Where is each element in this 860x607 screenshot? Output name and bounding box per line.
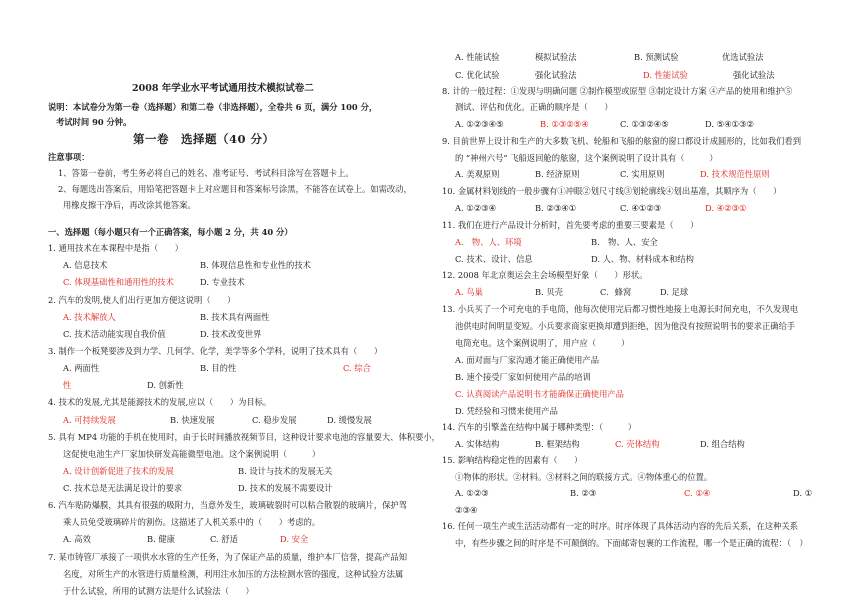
question-15-option-d-part1: D. ① <box>793 488 813 498</box>
question-8-option-b: B. ①③②⑤④ <box>540 119 589 129</box>
notice-item-2-line2: 用橡皮擦干净后，再改涂其他答案。 <box>63 200 196 210</box>
question-9-option-a: A. 美观原则 <box>455 169 500 179</box>
question-15-subtext: ①物体的形状。②材料。③材料之间的联接方式。④物体重心的位置。 <box>455 472 713 482</box>
question-13-stem-line1: 13. 小兵买了一个可充电的手电筒，他每次使用完后都习惯性地接上电源长时间充电，不久发现电 <box>442 304 799 314</box>
question-5-option-a: A. 设计创新促进了技术的发展 <box>63 466 174 476</box>
question-11-option-d: D. 人、物、材料成本和结构 <box>591 254 694 264</box>
question-14-option-a: A. 实体结构 <box>455 439 500 449</box>
question-14-option-b: B. 框架结构 <box>535 439 580 449</box>
question-13-option-c: C. 认真阅读产品说明书才能确保正确使用产品 <box>455 389 624 399</box>
question-7-stem-line2: 名度，对所生产的水管进行质量检测，利用注水加压的方法检测水管的强度，这种试验方法属 <box>63 569 404 579</box>
question-4-option-c: C. 稳步发展 <box>252 415 297 425</box>
question-5-option-b: B. 设计与技术的发展无关 <box>238 466 333 476</box>
question-11-stem: 11. 我们在进行产品设计分析时，首先要考虑的重要三要素是（ ） <box>442 220 699 230</box>
question-2-option-a: A. 技术解放人 <box>63 312 116 322</box>
question-8-stem-line1: 8. 计的一般过程：①发现与明确问题 ②制作模型或原型 ③制定设计方案 ④产品的使用和维护⑤ <box>442 86 793 96</box>
question-11-option-b: B. 物、人、安全 <box>591 237 658 247</box>
question-8-stem-line2: 测试、评估和优化。正确的顺序是（ ） <box>455 102 613 112</box>
question-1-option-b: B. 体现信息性和专业性的技术 <box>200 260 311 270</box>
question-4-stem: 4. 技术的发展,尤其是能源技术的发展,应以（ ）为目标。 <box>48 397 272 407</box>
question-9-option-d: D. 技术规范性原则 <box>700 169 770 179</box>
volume-title: 第一卷 选择题（40 分） <box>133 132 275 146</box>
question-13-stem-line3: 电筒充电。这个案例说明了，用户应（ ） <box>455 338 630 348</box>
question-10-option-d: D. ④②③① <box>705 203 747 213</box>
question-14-option-d: D. 组合结构 <box>700 439 745 449</box>
question-12-option-b: B. 贝壳 <box>535 287 563 297</box>
question-11-option-a: A. 物、人、环境 <box>455 237 522 247</box>
question-3-stem: 3. 制作一个板凳要涉及到力学、几何学、化学，美学等多个学科，说明了技术具有（ ） <box>48 346 383 356</box>
question-1-option-d: D. 专业技术 <box>200 277 245 287</box>
question-7-option-d: D. 性能试验 <box>643 70 688 80</box>
question-15-stem: 15. 影响结构稳定性的因素有（ ） <box>442 455 583 465</box>
question-7-option-c-method: 强化试验法 <box>535 70 577 80</box>
question-3-option-a: A. 两面性 <box>63 363 100 373</box>
question-4-option-d: D. 缓慢发展 <box>327 415 372 425</box>
question-13-stem-line2: 池供电时间明显变短。小兵要求商家更换却遭到拒绝，因为他没有按照说明书的要求正确给手 <box>455 321 796 331</box>
question-3-option-d: D. 创新性 <box>147 380 184 390</box>
question-7-option-d-method: 强化试验法 <box>733 70 775 80</box>
question-1-stem: 1. 通用技术在本课程中是指（ ） <box>48 243 184 253</box>
notice-item-1: 1、答第一卷前，考生务必将自己的姓名、准考证号、考试科目涂写在答题卡上。 <box>58 168 354 178</box>
question-4-option-a: A. 可持续发展 <box>63 415 116 425</box>
question-2-option-c: C. 技术活动能实现自我价值 <box>63 329 166 339</box>
question-11-option-c: C. 技术、设计、信息 <box>455 254 533 264</box>
question-7-option-a-method: 模拟试验法 <box>535 52 577 62</box>
question-15-option-a: A. ①②③ <box>455 488 489 498</box>
question-10-option-b: B. ②③④① <box>535 203 577 213</box>
question-4-option-b: B. 快速发展 <box>170 415 215 425</box>
question-6-stem-line2: 乘人员免受玻璃碎片的割伤。这描述了人机关系中的（ ）考虑的。 <box>63 517 321 527</box>
question-10-stem: 10. 金属材料划线的一般步骤有①冲眼②划尺寸线③划轮廓线④划出基准，其顺序为（ ） <box>442 186 782 196</box>
question-9-option-b: B. 经济原则 <box>535 169 580 179</box>
question-7-option-b-method: 优选试验法 <box>722 52 764 62</box>
question-15-option-d-part2: ②③④ <box>455 505 478 515</box>
question-12-stem: 12. 2008 年北京奥运会主会场模型好象（ ）形状。 <box>442 270 648 280</box>
question-7-option-b: B. 预测试验 <box>634 52 679 62</box>
question-12-option-d: D. 足球 <box>660 287 689 297</box>
question-14-stem: 14. 汽车的引擎盖在结构中属于哪种类型：（ ） <box>442 422 637 432</box>
question-15-option-c: C. ①④ <box>684 488 711 498</box>
question-7-stem-line1: 7. 某市铸管厂承接了一项供水水管的生产任务，为了保证产品的质量，维护本厂信誉，提高产品知 <box>48 552 408 562</box>
question-16-stem-line2: 中，有些步骤之间的时序是不可颠倒的。下面邮寄包裹的工作流程，哪一个是正确的流程：（ ） <box>455 538 808 548</box>
exam-note-line2: 考试时间 90 分钟。 <box>56 117 132 127</box>
question-9-stem-line1: 9. 目前世界上设计和生产的大多数飞机、轮船和飞船的舷窗的窗口都设计成圆形的，比如我们看到 <box>442 136 802 146</box>
exam-note-line1: 说明：本试卷分为第一卷（选择题）和第二卷（非选择题），全卷共 6 页，满分 100 分， <box>48 102 378 112</box>
question-7-option-c: C. 优化试验 <box>455 70 500 80</box>
question-5-option-d: D. 技术的发展不需要设计 <box>238 483 333 493</box>
question-2-option-d: D. 技术改变世界 <box>200 329 262 339</box>
question-1-option-a: A. 信息技术 <box>63 260 108 270</box>
question-7-option-a: A. 性能试验 <box>455 52 500 62</box>
notice-title: 注意事项： <box>48 152 90 162</box>
question-10-option-a: A. ①②③④ <box>455 203 497 213</box>
notice-item-2-line1: 2、每题选出答案后，用铅笔把答题卡上对应题目和答案标号涂黑，不能答在试卷上。如需改动， <box>58 184 412 194</box>
question-2-option-b: B. 技术具有两面性 <box>200 312 270 322</box>
question-5-option-c: C. 技术总是无法满足设计的要求 <box>63 483 183 493</box>
question-9-option-c: C. 实用原则 <box>620 169 665 179</box>
question-10-option-c: C. ④①②③ <box>620 203 662 213</box>
question-6-option-b: B. 健康 <box>147 534 175 544</box>
question-15-option-b: B. ②③ <box>570 488 597 498</box>
exam-title: 2008 年学业水平考试通用技术模拟试卷二 <box>132 83 314 94</box>
question-8-option-c: C. ①③②④⑤ <box>620 119 669 129</box>
question-6-stem-line1: 6. 汽车贴防爆膜，其具有很强的吸附力，当意外发生，玻璃破裂时可以粘合散裂的玻璃片，保护驾 <box>48 500 408 510</box>
part-title: 一、选择题（每小题只有一个正确答案，每小题 2 分，共 40 分） <box>48 227 293 237</box>
question-3-option-c-part1: C. 综合 <box>343 363 371 373</box>
question-5-stem-line2: 这促使电池生产厂家加快研发高能微型电池。这个案例说明（ ） <box>63 449 321 459</box>
question-7-stem-line3: 于什么试验，所用的试测方法是什么试验法（ ） <box>63 586 254 596</box>
question-2-stem: 2. 汽车的发明,使人们出行更加方便这说明（ ） <box>48 295 236 305</box>
question-6-option-c: C. 舒适 <box>210 534 238 544</box>
question-13-option-b: B. 速个接受厂家如何使用产品的培训 <box>455 372 591 382</box>
question-6-option-d: D. 安全 <box>280 534 309 544</box>
question-3-option-c-part2: 性 <box>63 380 72 390</box>
question-5-stem-line1: 5. 具有 MP4 功能的手机在使用时，由于长时间播放视频节目，这种设计要求电池的容量要大、体积要小， <box>48 432 440 442</box>
question-12-option-c: C．蜂窝 <box>600 287 632 297</box>
question-8-option-d: D. ⑤④①③② <box>705 119 754 129</box>
question-1-option-c: C. 体现基础性和通用性的技术 <box>63 277 174 287</box>
question-3-option-b: B. 目的性 <box>200 363 237 373</box>
question-6-option-a: A. 高效 <box>63 534 91 544</box>
question-12-option-a: A. 鸟巢 <box>455 287 483 297</box>
question-13-option-d: D. 凭经验和习惯来使用产品 <box>455 406 558 416</box>
question-9-stem-line2: 的 “神州六号” 飞船返回舱的舷窗，这个案例说明了设计具有（ ） <box>455 153 718 163</box>
question-13-option-a: A. 面对面与厂家沟通才能正确使用产品 <box>455 355 600 365</box>
question-14-option-c: C. 壳体结构 <box>615 439 660 449</box>
question-8-option-a: A. ①②③④⑤ <box>455 119 504 129</box>
question-16-stem-line1: 16. 任何一项生产或生活活动都有一定的时序。时序体现了具体活动内容的先后关系，在这种关系 <box>442 521 799 531</box>
